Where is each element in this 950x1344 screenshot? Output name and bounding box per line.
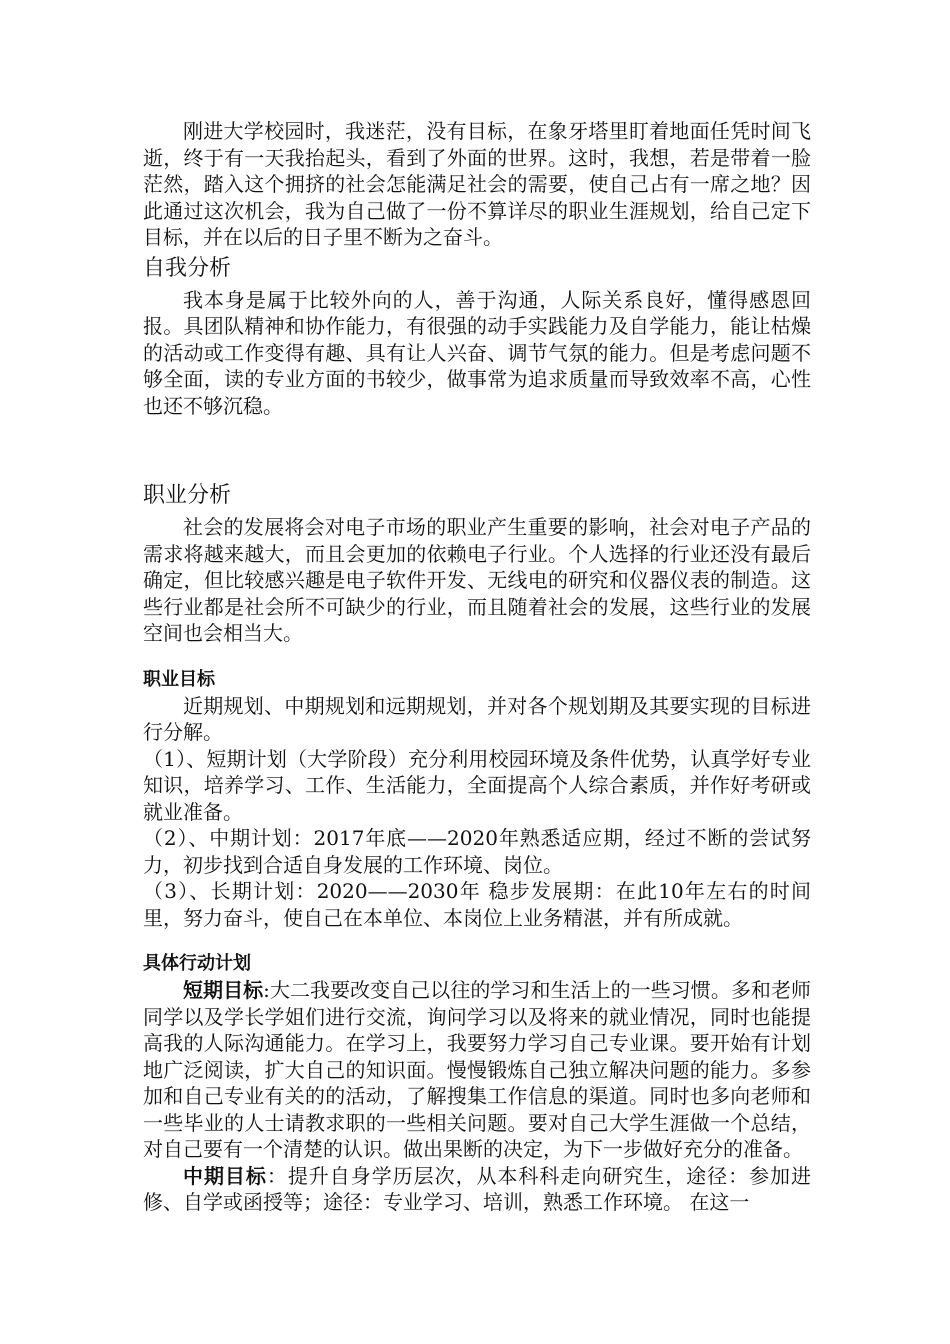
short-term-goal-label: 短期目标 (183, 978, 264, 1002)
self-analysis-heading: 自我分析 (143, 255, 232, 281)
career-goals-intro: 近期规划、中期规划和远期规划，并对各个规划期及其要实现的目标进行分解。 (143, 693, 811, 744)
career-goal-item-long: （3）、长期计划：2020——2030年 稳步发展期：在此10年左右的时间里，努力奋斗，使自己在本单位、本岗位上业务精湛，并有所成就。 (143, 879, 811, 930)
section-spacer (143, 647, 811, 667)
career-goal-item-mid: （2）、中期计划：2017年底——2020年熟悉适应期，经过不断的尝试努力，初步找到合适自身发展的工作环境、岗位。 (143, 826, 811, 877)
intro-paragraph: 刚进大学校园时，我迷茫，没有目标，在象牙塔里盯着地面任凭时间飞逝，终于有一天我抬起头，看到了外面的世界。这时，我想，若是带着一脸茫然，踏入这个拥挤的社会怎能满足社会的需要，使自己占有一席之地？因此通过这次机会，我为自己做了一份不算详尽的职业生涯规划，给自己定下目标，并在以后的日子里不断为之奋斗。 (143, 119, 811, 249)
mid-term-goal-paragraph (143, 1163, 811, 1216)
section-spacer (143, 419, 811, 478)
career-goal-item-short: （1）、短期计划（大学阶段）充分利用校园环境及条件优势，认真学好专业知识，培养学习、工作、生活能力，全面提高个人综合素质，并作好考研或就业准备。 (143, 746, 811, 824)
section-spacer (143, 931, 811, 951)
career-analysis-heading: 职业分析 (143, 483, 232, 508)
career-goals-heading: 职业目标 (143, 668, 215, 690)
document-page (143, 118, 811, 1216)
self-analysis-paragraph: 我本身是属于比较外向的人，善于沟通，人际关系良好，懂得感恩回报。具团队精神和协作能力，有很强的动手实践能力及自学能力，能让枯燥的活动或工作变得有趣、具有让人兴奋、调节气氛的能力。但是考虑问题不够全面，读的专业方面的书较少，做事常为追求质量而导致效率不高，心性也还不够沉稳。 (143, 287, 811, 418)
short-term-goal-paragraph (143, 977, 811, 1163)
short-term-goal-text: :大二我要改变自己以往的学习和生活上的一些习惯。多和老师同学以及学长学姐们进行交流，询问学习以及将来的就业情况，同时也能提高我的人际沟通能力。在学习上，我要努力学习自己专业课。要开始有计划地广泛阅读，扩大自己的知识面。慢慢锻炼自己独立解决问题的能力。多参加和自己专业有关的的活动，了解搜集工作信息的渠道。同时也多向老师和一些毕业的人士请教求职的一些相关问题。要对自己大学生涯做一个总结，对自己要有一个清楚的认识。做出果断的决定，为下一步做好充分的准备。 (143, 978, 811, 1161)
mid-term-goal-text: ：提升自身学历层次，从本科科走向研究生，途径：参加进修、自学或函授等；途径：专业学习、培训，熟悉工作环境。 在这一 (143, 1163, 812, 1214)
mid-term-goal-label: 中期目标 (183, 1163, 267, 1188)
action-plan-heading: 具体行动计划 (143, 953, 251, 974)
career-analysis-paragraph: 社会的发展将会对电子市场的职业产生重要的影响，社会对电子产品的需求将越来越大，而且会更加的依赖电子行业。个人选择的行业还没有最后确定，但比较感兴趣是电子软件开发、无线电的研究和仪器仪表的制造。这些行业都是社会所不可缺少的行业，而且随着社会的发展，这些行业的发展空间也会相当大。 (143, 515, 811, 645)
